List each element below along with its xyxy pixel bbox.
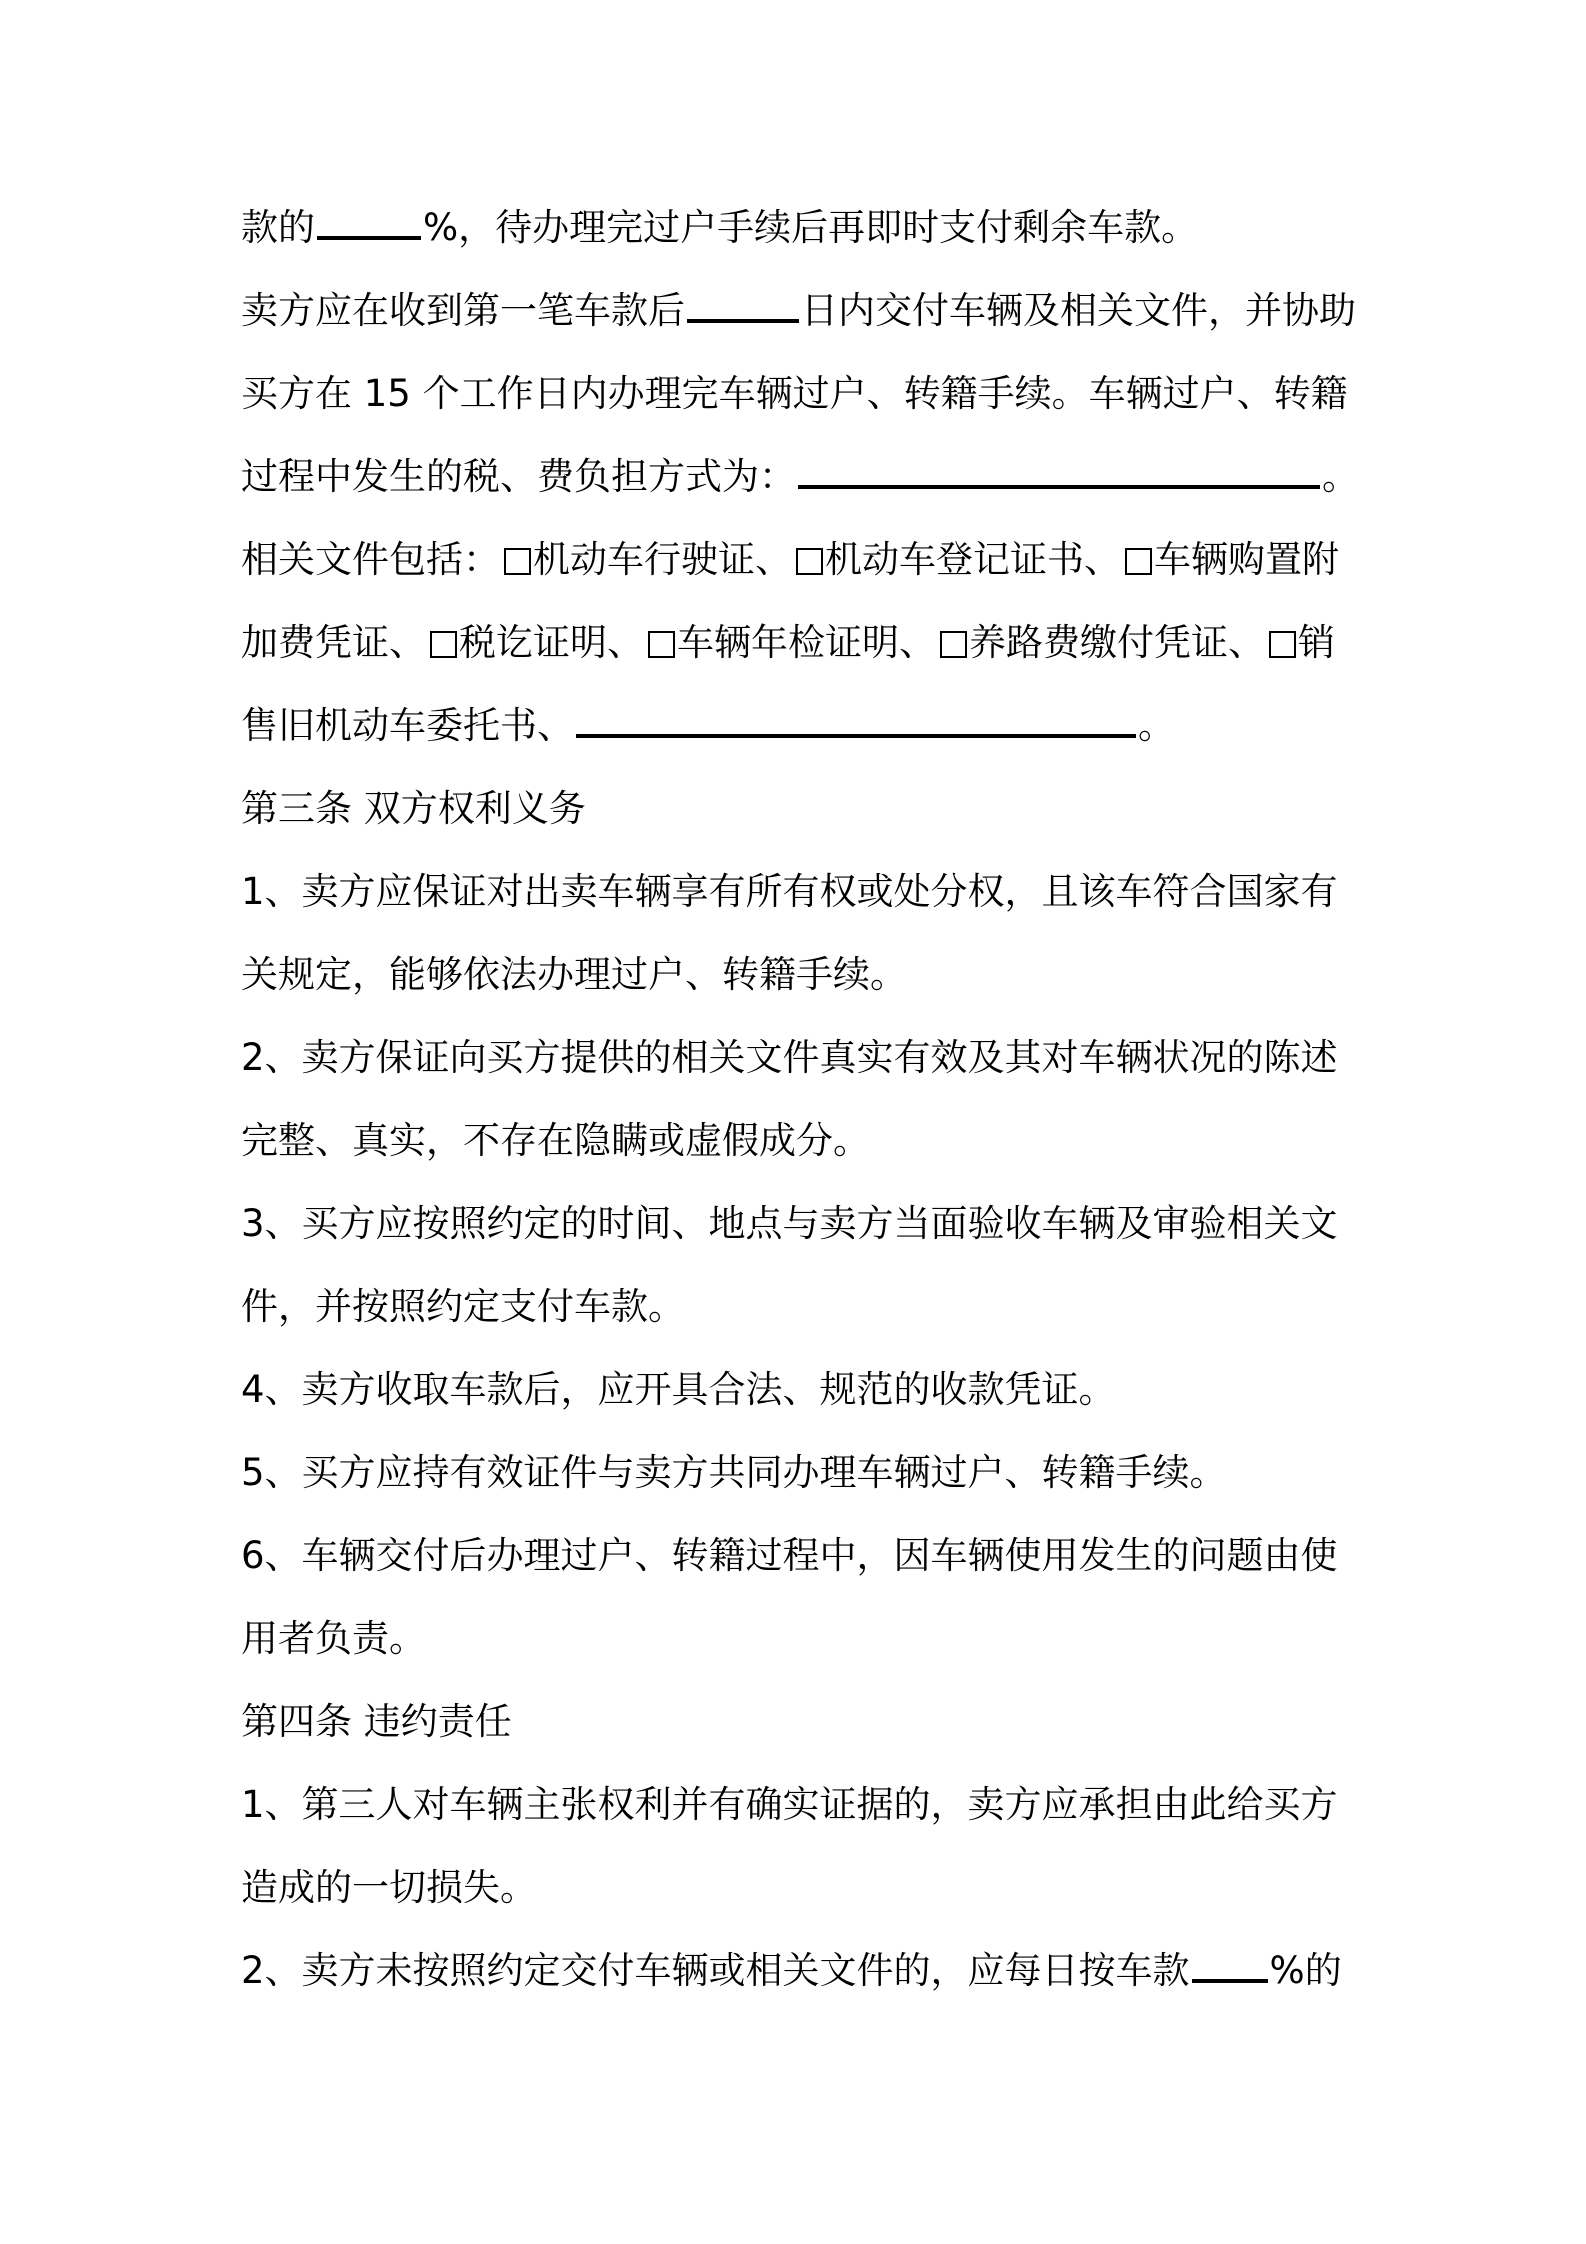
- fill-blank[interactable]: [317, 206, 421, 240]
- text-line: 相关文件包括： 机动车行驶证、 机动车登记证书、 车辆购置附: [241, 538, 1339, 581]
- checkbox[interactable]: [940, 631, 967, 658]
- fill-blank[interactable]: [1192, 1949, 1268, 1983]
- text-line: 卖方应在收到第一笔车款后 日内交付车辆及相关文件，并协助: [241, 289, 1356, 332]
- text-line: 完整、真实，不存在隐瞒或虚假成分。: [241, 1119, 870, 1162]
- checkbox[interactable]: [648, 631, 675, 658]
- checkbox[interactable]: [430, 631, 457, 658]
- section-heading: 第三条 双方权利义务: [241, 787, 586, 830]
- checkbox[interactable]: [796, 548, 823, 575]
- fill-blank[interactable]: [687, 289, 799, 323]
- text-line: 件，并按照约定支付车款。: [241, 1285, 685, 1328]
- fill-blank[interactable]: [576, 704, 1136, 738]
- text-line: 1、卖方应保证对出卖车辆享有所有权或处分权，且该车符合国家有: [241, 870, 1338, 913]
- text-line: 款的 %，待办理完过户手续后再即时支付剩余车款。: [241, 206, 1199, 249]
- text-line: 加费凭证、 税讫证明、 车辆年检证明、 养路费缴付凭证、 销: [241, 621, 1335, 664]
- text-line: 5、买方应持有效证件与卖方共同办理车辆过户、转籍手续。: [241, 1451, 1227, 1494]
- text-line: 3、买方应按照约定的时间、地点与卖方当面验收车辆及审验相关文: [241, 1202, 1338, 1245]
- checkbox[interactable]: [1269, 631, 1296, 658]
- text-line: 2、卖方保证向买方提供的相关文件真实有效及其对车辆状况的陈述: [241, 1036, 1338, 1079]
- text-line: 造成的一切损失。: [241, 1866, 537, 1909]
- fill-blank[interactable]: [798, 455, 1320, 489]
- text-line: 买方在 15 个工作日内办理完车辆过户、转籍手续。车辆过户、转籍: [241, 372, 1348, 415]
- checkbox[interactable]: [1125, 548, 1152, 575]
- text-line: 6、车辆交付后办理过户、转籍过程中，因车辆使用发生的问题由使: [241, 1534, 1338, 1577]
- text-line: 4、卖方收取车款后，应开具合法、规范的收款凭证。: [241, 1368, 1116, 1411]
- text-line: 1、第三人对车辆主张权利并有确实证据的，卖方应承担由此给买方: [241, 1783, 1338, 1826]
- text-line: 2、卖方未按照约定交付车辆或相关文件的，应每日按车款 %的: [241, 1949, 1342, 1992]
- text-line: 关规定，能够依法办理过户、转籍手续。: [241, 953, 907, 996]
- section-heading: 第四条 违约责任: [241, 1700, 512, 1743]
- text-line: 售旧机动车委托书、 。: [241, 704, 1175, 747]
- text-line: 过程中发生的税、费负担方式为： 。: [241, 455, 1359, 498]
- text-line: 用者负责。: [241, 1617, 426, 1660]
- checkbox[interactable]: [504, 548, 531, 575]
